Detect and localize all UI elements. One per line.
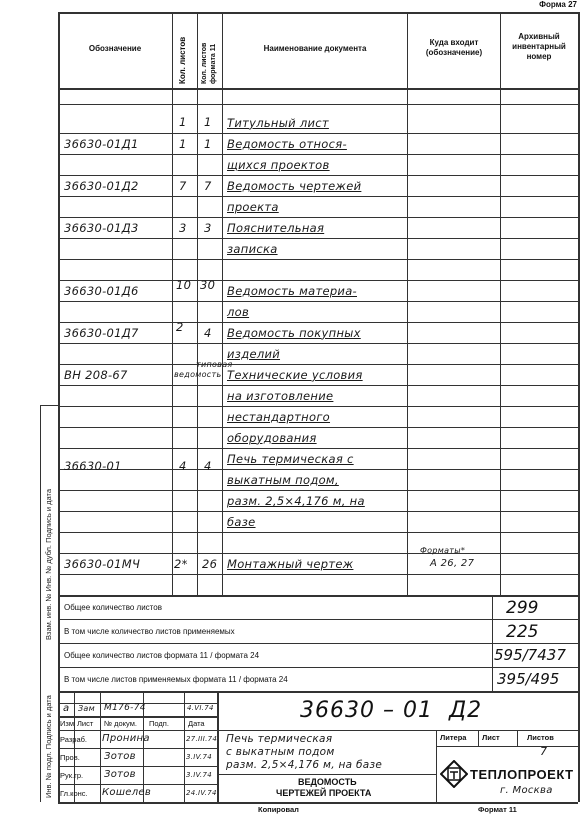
row-sheets-f11: 1 <box>204 115 212 129</box>
total-label: В том числе листов применяемых формата 11 / формата 24 <box>64 675 288 684</box>
header-sheet-count: Кол. листов <box>178 36 187 84</box>
total-value: 595/7437 <box>494 646 566 664</box>
header-doc-name: Наименование документа <box>263 44 367 53</box>
row-designation: 36630-01Д2 <box>64 179 139 193</box>
row-name: базе <box>227 515 256 529</box>
litera-label: Литера <box>440 733 467 742</box>
row-name: на изготовление <box>227 389 334 403</box>
total-value: 299 <box>506 598 539 618</box>
row-note: Форматы* <box>420 546 466 555</box>
row-sheets: 10 <box>176 278 192 292</box>
change-cell: Зам <box>78 704 95 713</box>
row-note: А 26, 27 <box>430 558 475 569</box>
role-person: Кошелев <box>102 787 152 798</box>
doc-code: 36630 – 01 Д2 <box>300 698 483 723</box>
row-sheets-f11: ведомость <box>174 370 222 379</box>
col-label: Лист <box>77 719 94 728</box>
row-name: выкатным подом, <box>227 473 339 487</box>
row-sheets: 7 <box>179 179 187 193</box>
row-designation: 36630-01Д1 <box>64 137 139 151</box>
change-cell: а <box>63 703 70 714</box>
row-name: изделий <box>227 347 281 361</box>
role-person: Зотов <box>104 751 136 762</box>
row-sheets: 2* <box>174 557 188 571</box>
row-name: Ведомость чертежей <box>227 179 362 193</box>
title-hw: с выкатным подом <box>226 746 335 758</box>
row-designation: 36630-01Д7 <box>64 326 139 340</box>
org-logo-icon <box>440 760 468 793</box>
role-date: 27.III.74 <box>186 735 218 743</box>
row-designation: 36630-01Д6 <box>64 284 139 298</box>
row-designation: 36630-01 <box>64 459 122 473</box>
row-name: Монтажный чертеж <box>227 557 354 571</box>
total-label: В том числе количество листов применяемых <box>64 627 235 636</box>
footer-format: Формат 11 <box>478 805 517 814</box>
row-name: Технические условия <box>227 368 363 382</box>
row-name: Печь термическая с <box>227 452 354 466</box>
role-label: Пров. <box>60 753 80 762</box>
row-name: щихся проектов <box>227 158 330 172</box>
row-sheets: 2 <box>176 320 184 334</box>
role-label: Гл.конс. <box>60 789 88 798</box>
row-name: разм. 2,5×4,176 м, на <box>227 494 365 508</box>
col-label: Подп. <box>149 719 169 728</box>
change-cell: М176-74 <box>104 703 146 713</box>
row-name: Ведомость покупных <box>227 326 361 340</box>
row-sheets-f11: 4 <box>204 459 212 473</box>
row-sheets: 3 <box>179 221 187 235</box>
total-label: Общее количество листов формата 11 / формата 24 <box>64 651 260 660</box>
side-stamp: Инв. № подл. Подпись и дата <box>44 695 53 798</box>
sheets-value: 7 <box>540 745 548 758</box>
row-name: Ведомость материа- <box>227 284 357 298</box>
row-sheets: 4 <box>179 459 187 473</box>
total-label: Общее количество листов <box>64 603 162 612</box>
title-hw: разм. 2,5×4,176 м, на базе <box>226 759 383 771</box>
col-label: Дата <box>188 719 205 728</box>
row-sheets: 1 <box>179 115 187 129</box>
side-stamp: Взам. инв. № Инв. № дубл. Подпись и дата <box>44 488 53 640</box>
row-name: лов <box>227 305 250 319</box>
header-sheet-count-format: Кол. листов формата 11 <box>201 42 217 84</box>
row-sheets-f11: 30 <box>200 278 216 292</box>
org-city: г. Москва <box>500 785 553 796</box>
title-print: ВЕДОМОСТЬ <box>298 777 357 787</box>
row-sheets: типовая <box>196 360 233 369</box>
header-archive: Архивный инвентарный номер <box>512 32 566 61</box>
role-label: Разраб. <box>60 735 88 744</box>
row-sheets: 1 <box>179 137 187 151</box>
row-sheets-f11: 7 <box>204 179 212 193</box>
row-sheets-f11: 1 <box>204 137 212 151</box>
role-person: Пронина <box>102 733 150 744</box>
title-hw: Печь термическая <box>226 733 333 745</box>
row-name: записка <box>227 242 278 256</box>
org-name: ТЕПЛОПРОЕКТ <box>470 767 574 782</box>
footer-copied: Копировал <box>258 805 299 814</box>
row-name: Ведомость относя- <box>227 137 347 151</box>
col-label: Изм <box>60 719 74 728</box>
row-name: нестандартного <box>227 410 331 424</box>
row-designation: 36630-01МЧ <box>64 557 141 571</box>
sheet-label: Лист <box>482 733 500 742</box>
change-cell: 4.VI.74 <box>187 704 214 712</box>
title-print: ЧЕРТЕЖЕЙ ПРОЕКТА <box>276 788 372 798</box>
role-date: 3.IV.74 <box>186 771 212 779</box>
row-designation: 36630-01Д3 <box>64 221 139 235</box>
row-sheets-f11: 3 <box>204 221 212 235</box>
sheets-label: Листов <box>527 733 554 742</box>
row-name: Титульный лист <box>227 116 329 130</box>
row-sheets-f11: 26 <box>202 557 218 571</box>
row-designation: ВН 208-67 <box>64 368 128 382</box>
total-value: 225 <box>506 622 539 642</box>
header-designation: Обозначение <box>88 44 142 53</box>
total-value: 395/495 <box>497 670 560 688</box>
role-label: Рук.гр. <box>60 771 84 780</box>
header-sent-to: Куда входит (обозначение) <box>425 38 483 57</box>
form-label: Форма 27 <box>539 0 577 9</box>
role-person: Зотов <box>104 769 136 780</box>
row-name: проекта <box>227 200 279 214</box>
col-label: № докум. <box>104 719 137 728</box>
row-name: Пояснительная <box>227 221 325 235</box>
role-date: 3.IV.74 <box>186 753 212 761</box>
role-date: 24.IV.74 <box>186 789 217 797</box>
row-name: оборудования <box>227 431 317 445</box>
row-sheets-f11: 4 <box>204 326 212 340</box>
